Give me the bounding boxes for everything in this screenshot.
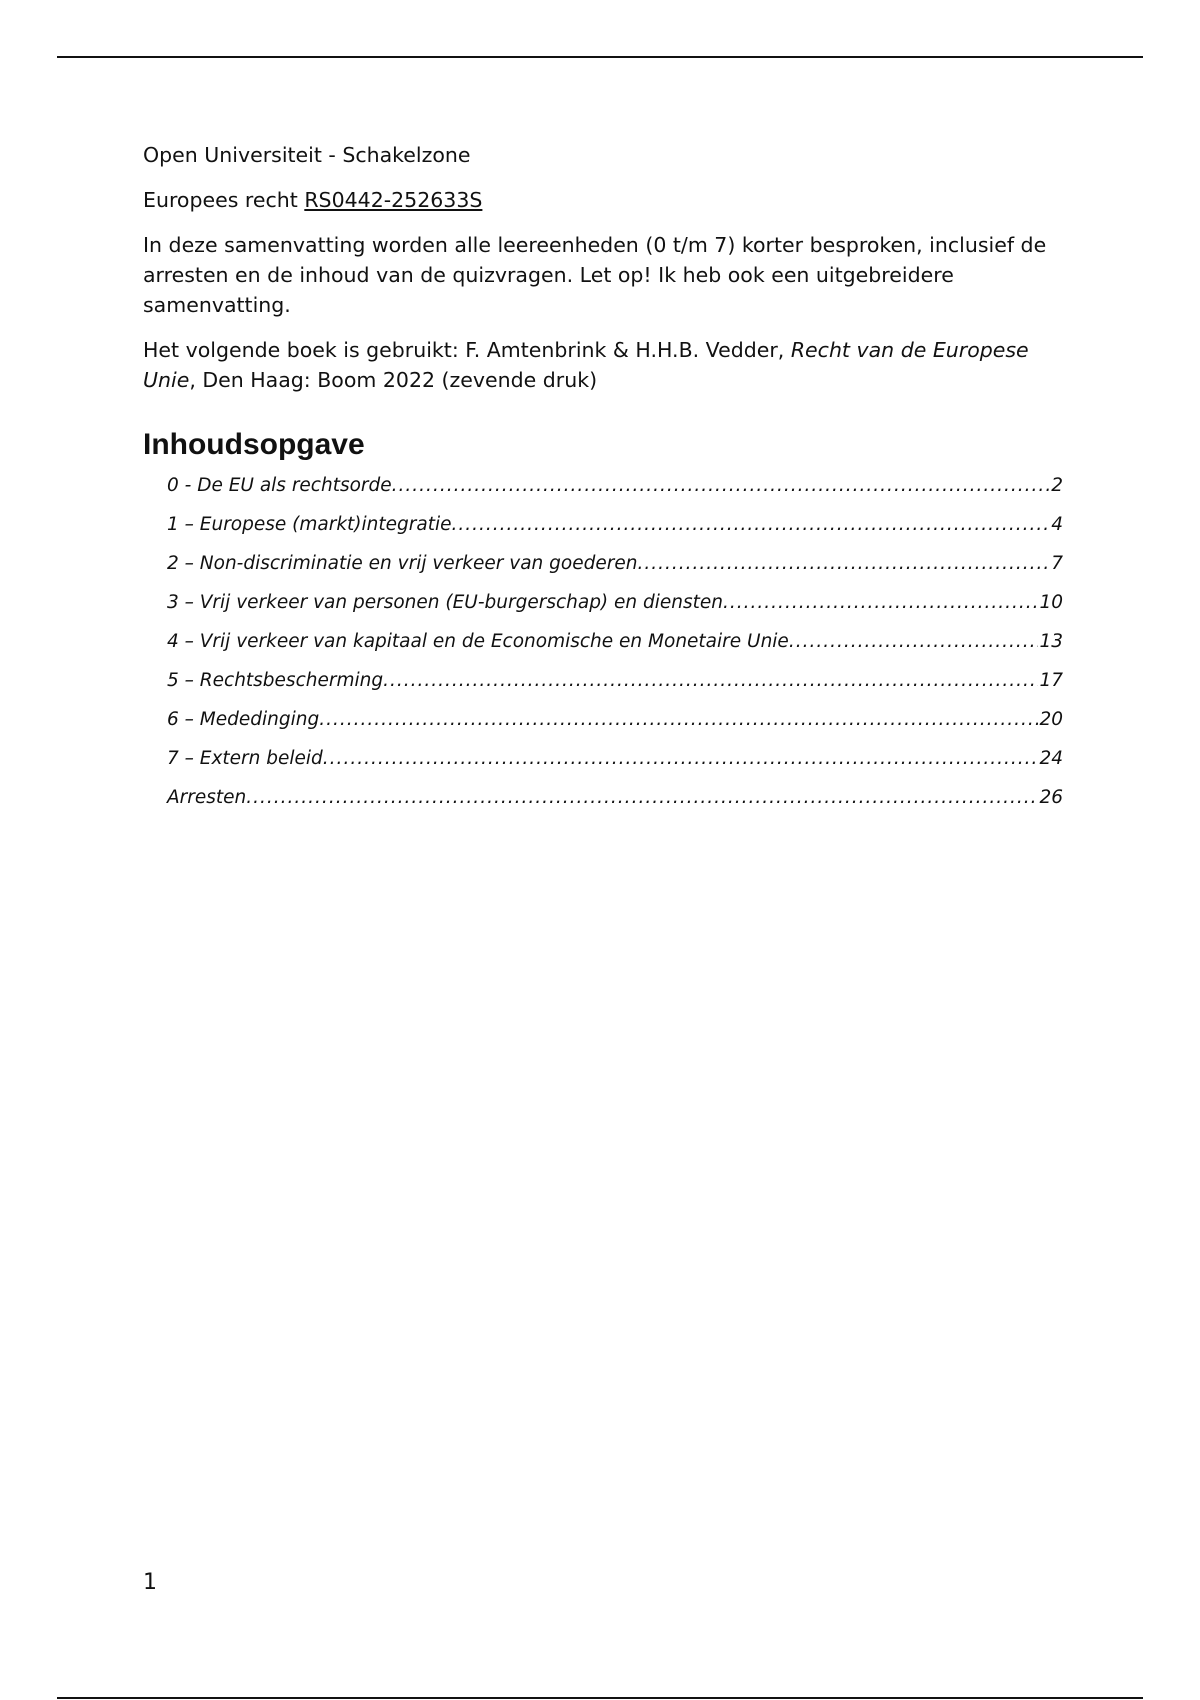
toc-leader (383, 670, 1038, 691)
page-number: 1 (143, 1570, 157, 1595)
toc-entry-title: 6 – Mededinging (167, 709, 320, 730)
toc-entry[interactable] (167, 748, 1063, 787)
toc-leader (637, 553, 1050, 574)
toc-entry-page: 20 (1039, 709, 1063, 730)
toc-entry[interactable] (167, 475, 1063, 514)
toc-entry-page: 17 (1039, 670, 1063, 691)
toc-leader (723, 592, 1038, 613)
bottom-rule (57, 1697, 1143, 1699)
toc-entry-page: 4 (1051, 514, 1063, 535)
book-reference (143, 335, 1063, 395)
toc-entry-page: 10 (1039, 592, 1063, 613)
toc-entry-title: 1 – Europese (markt)integratie (167, 514, 452, 535)
toc-entry-page: 24 (1039, 748, 1063, 769)
toc-entry[interactable] (167, 631, 1063, 670)
toc-entry-title: 7 – Extern beleid (167, 748, 323, 769)
toc-entry[interactable] (167, 514, 1063, 553)
toc-entry-page: 13 (1039, 631, 1063, 652)
toc-leader (789, 631, 1039, 652)
book-prefix: Het volgende boek is gebruikt: F. Amtenbrink & H.H.B. Vedder, (143, 338, 791, 362)
toc-entry[interactable] (167, 553, 1063, 592)
toc-entry-title: 0 - De EU als rechtsorde (167, 475, 392, 496)
toc-entry-title: 2 – Non-discriminatie en vrij verkeer van goederen (167, 553, 638, 574)
toc-leader (246, 787, 1038, 808)
institution-line: Open Universiteit - Schakelzone (143, 143, 471, 167)
book-suffix: , Den Haag: Boom 2022 (zevende druk) (189, 368, 598, 392)
course-prefix: Europees recht (143, 188, 305, 212)
toc-leader (392, 475, 1051, 496)
toc-entry-title: Arresten (167, 787, 247, 808)
toc-entry[interactable] (167, 592, 1063, 631)
toc-entry-title: 5 – Rechtsbescherming (167, 670, 384, 691)
toc-entry-page: 7 (1051, 553, 1063, 574)
toc-heading: Inhoudsopgave (143, 428, 365, 461)
toc-entry-title: 3 – Vrij verkeer van personen (EU-burgerschap) en diensten (167, 592, 724, 613)
intro-paragraph: In deze samenvatting worden alle leereenheden (0 t/m 7) korter besproken, inclusief de arresten en de inhoud van de quizvragen. Let op! Ik heb ook een uitgebreidere samenvatting. (143, 233, 1047, 317)
toc-leader (319, 709, 1038, 730)
book-title: Recht van de Europese Unie (143, 338, 1029, 392)
course-line (143, 185, 1063, 215)
toc-entry[interactable] (167, 670, 1063, 709)
document-body (143, 140, 1063, 826)
table-of-contents (143, 475, 1063, 826)
toc-entry[interactable] (167, 787, 1063, 826)
toc-leader (451, 514, 1050, 535)
toc-entry-title: 4 – Vrij verkeer van kapitaal en de Economische en Monetaire Unie (167, 631, 789, 652)
top-rule (57, 56, 1143, 58)
toc-entry[interactable] (167, 709, 1063, 748)
toc-entry-page: 2 (1051, 475, 1063, 496)
course-code-link[interactable]: RS0442-252633S (304, 188, 483, 212)
toc-entry-page: 26 (1039, 787, 1063, 808)
toc-leader (323, 748, 1039, 769)
